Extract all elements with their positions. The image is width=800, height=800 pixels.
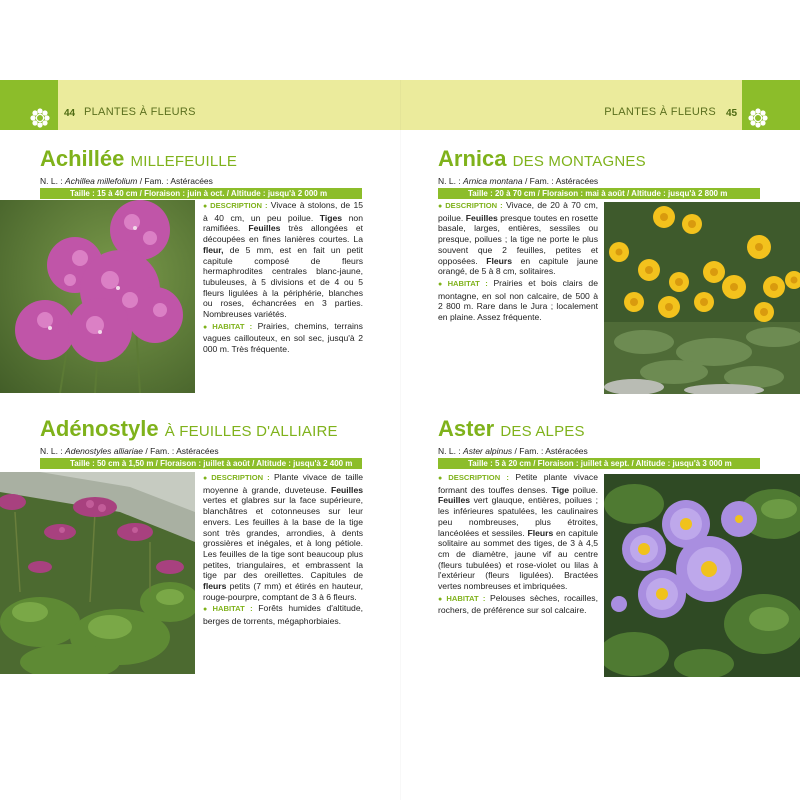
text-run: vert glauque, entières, poilues ; les inférieures spatulées, les caulinaires peu nombreuses, plus étroites, lancéolées et sessiles. (438, 495, 598, 538)
text-run: Feuilles (331, 484, 363, 495)
entry-name: Achillée (40, 146, 125, 171)
entry-name: Adénostyle (40, 416, 159, 441)
description-paragraph (203, 200, 363, 320)
entry-title (40, 418, 400, 443)
text-run: Prairies et bois clairs de montagne, en sol non calcaire, de 500 à 2 800 m. Rare dans le Jura ; localement en plaine. Assez fréquente. (438, 277, 598, 323)
entry-body-arnica (438, 200, 598, 324)
habitat-paragraph (438, 593, 598, 616)
description-label: ● DESCRIPTION : (438, 473, 509, 482)
photo-arnica (604, 202, 800, 394)
text-run: Petite plante vivace formant des touffes denses. (438, 472, 598, 495)
entry-body-aster (438, 472, 598, 617)
habitat-label: ● HABITAT : (203, 322, 252, 331)
entry-subtitle: DES MONTAGNES (512, 153, 646, 170)
habitat-label: ● HABITAT : (438, 594, 485, 603)
achillee-illustration (0, 200, 195, 393)
entry-achillee (40, 148, 400, 199)
description-paragraph (438, 200, 598, 277)
text-run: en capitule jaune orangé, de 5 à 8 cm, solitaires. (438, 255, 599, 277)
entry-adenostyle (40, 418, 400, 469)
photo-aster (604, 474, 800, 677)
aster-illustration (604, 474, 800, 677)
nl-prefix: N. L. : (438, 446, 464, 456)
text-run: Vivace à stolons, de 15 à 40 cm, un peu poilue. (203, 200, 363, 223)
entry-body-achillee (203, 200, 363, 356)
photo-achillee (0, 200, 195, 393)
entry-latin-line (40, 446, 400, 456)
entry-info-bar: Taille : 5 à 20 cm / Floraison : juillet à sept. / Altitude : jusqu'à 3 000 m (438, 458, 760, 469)
text-run: Feuilles (438, 495, 470, 506)
entry-body-adenostyle (203, 472, 363, 628)
habitat-label: ● HABITAT : (438, 279, 488, 288)
entry-subtitle: MILLEFEUILLE (130, 153, 238, 170)
page-number-right: 45 (726, 108, 738, 119)
text-run: Feuilles (248, 223, 281, 234)
text-run: poilue. (568, 484, 598, 495)
text-run: très allongées et découpées en fines lanières courtes. La (203, 223, 364, 245)
latin-name: Arnica montana (463, 176, 523, 186)
entry-latin-line (438, 176, 798, 186)
habitat-label: ● HABITAT : (203, 604, 253, 613)
nl-prefix: N. L. : (40, 446, 66, 456)
habitat-paragraph (438, 278, 598, 323)
latin-name: Aster alpinus (463, 446, 513, 456)
adenostyle-illustration (0, 472, 195, 674)
entry-title (438, 418, 798, 443)
text-run: petits (7 mm) et étirés en hauteur, rouge-pourpre, comptant de 3 à 6 fleurs. (203, 581, 363, 602)
entry-title (40, 148, 400, 173)
text-run: en capitule solitaire au sommet des tiges, de 3 à 4,5 cm de diamètre, jaune vif au centre (fleurs tubulées) et rose-violet ou lilas à l'extérieur (fleurs ligulées). Bractées vertes nombreuses et imbriquées. (438, 527, 598, 592)
description-label: ● DESCRIPTION : (203, 473, 270, 482)
entry-subtitle: À FEUILLES D'ALLIAIRE (164, 423, 338, 440)
text-run: presque toutes en rosette basale, larges, entières, sessiles ou presque, poilues ; la tige ne porte le plus souvent que 2 feuilles, petites et opposées. (438, 212, 598, 266)
text-run: fleurs (203, 581, 227, 592)
family: / Fam. : Astéracées (143, 446, 219, 456)
family: / Fam. : Astéracées (512, 446, 588, 456)
section-label-left: PLANTES À FLEURS (84, 106, 196, 118)
text-run: de 5 mm, est en fait un petit capitule composé de fleurs hermaphrodites centrales blanc-jaune, tubuleuses, à 5 divisions et de 4 ou 5 fleurs ligulées à la périphérie, blanches ou roses, échancrées en 3 parties. Nombreuses variétés. (203, 244, 363, 320)
text-run: Fleurs (527, 527, 554, 538)
flower-icon (30, 108, 50, 128)
entry-subtitle: DES ALPES (500, 423, 585, 440)
text-run: Feuilles (465, 212, 498, 223)
photo-adenostyle (0, 472, 195, 674)
text-run: fleur, (203, 244, 224, 255)
latin-name: Adenostyles alliariae (65, 446, 144, 456)
page-gutter (400, 80, 401, 800)
arnica-illustration (604, 202, 800, 394)
text-run: Tige (551, 484, 569, 495)
entry-title (438, 148, 798, 173)
habitat-paragraph (203, 603, 363, 626)
entry-name: Aster (438, 416, 495, 441)
text-run: vertes et glabres sur la face supérieure, blanchâtres et cotonneuses sur leur envers. Les feuilles à la base de la tige sont très grandes, arrondies, à dents grossières et inégales, et à long pétiole. Les feuilles de la tige sont beaucoup plus petites, triangulaires, et embrassent la tige par des oreillettes. Capitules de (203, 495, 363, 581)
entry-latin-line (438, 446, 798, 456)
description-paragraph (203, 472, 363, 602)
description-label: ● DESCRIPTION : (203, 201, 268, 210)
habitat-paragraph (203, 321, 363, 355)
page-number-left: 44 (64, 108, 76, 119)
family: / Fam. : Astéracées (137, 176, 213, 186)
entry-info-bar: Taille : 20 à 70 cm / Floraison : mai à août / Altitude : jusqu'à 2 800 m (438, 188, 760, 199)
text-run: Vivace, de 20 à 70 cm, poilue. (438, 200, 598, 223)
entry-info-bar: Taille : 15 à 40 cm / Floraison : juin à oct. / Altitude : jusqu'à 2 000 m (40, 188, 362, 199)
text-run: Plante vivace de taille moyenne à grande, duveteuse. (203, 472, 363, 495)
nl-prefix: N. L. : (40, 176, 66, 186)
family: / Fam. : Astéracées (522, 176, 599, 186)
entry-aster (438, 418, 798, 469)
text-run: Fleurs (486, 255, 513, 266)
text-run: Prairies, chemins, terrains vagues caillouteux, en sol sec, jusqu'à 2 000 m. Très fréquente. (203, 320, 363, 355)
nl-prefix: N. L. : (438, 176, 464, 186)
text-run: Tiges (319, 212, 343, 223)
text-run: Pelouses sèches, rocailles, rochers, de préférence sur sol calcaire. (438, 592, 598, 616)
entry-latin-line (40, 176, 400, 186)
entry-arnica (438, 148, 798, 199)
description-label: ● DESCRIPTION : (438, 201, 503, 210)
description-paragraph (438, 472, 598, 592)
section-label-right: PLANTES À FLEURS (604, 106, 716, 118)
flower-icon (748, 108, 768, 128)
entry-name: Arnica (438, 146, 507, 171)
text-run: non ramifiées. (203, 212, 363, 234)
text-run: Forêts humides d'altitude, berges de torrents, mégaphorbiaies. (203, 603, 363, 627)
entry-info-bar: Taille : 50 cm à 1,50 m / Floraison : juillet à août / Altitude : jusqu'à 2 400 m (40, 458, 362, 469)
latin-name: Achillea millefolium (65, 176, 138, 186)
